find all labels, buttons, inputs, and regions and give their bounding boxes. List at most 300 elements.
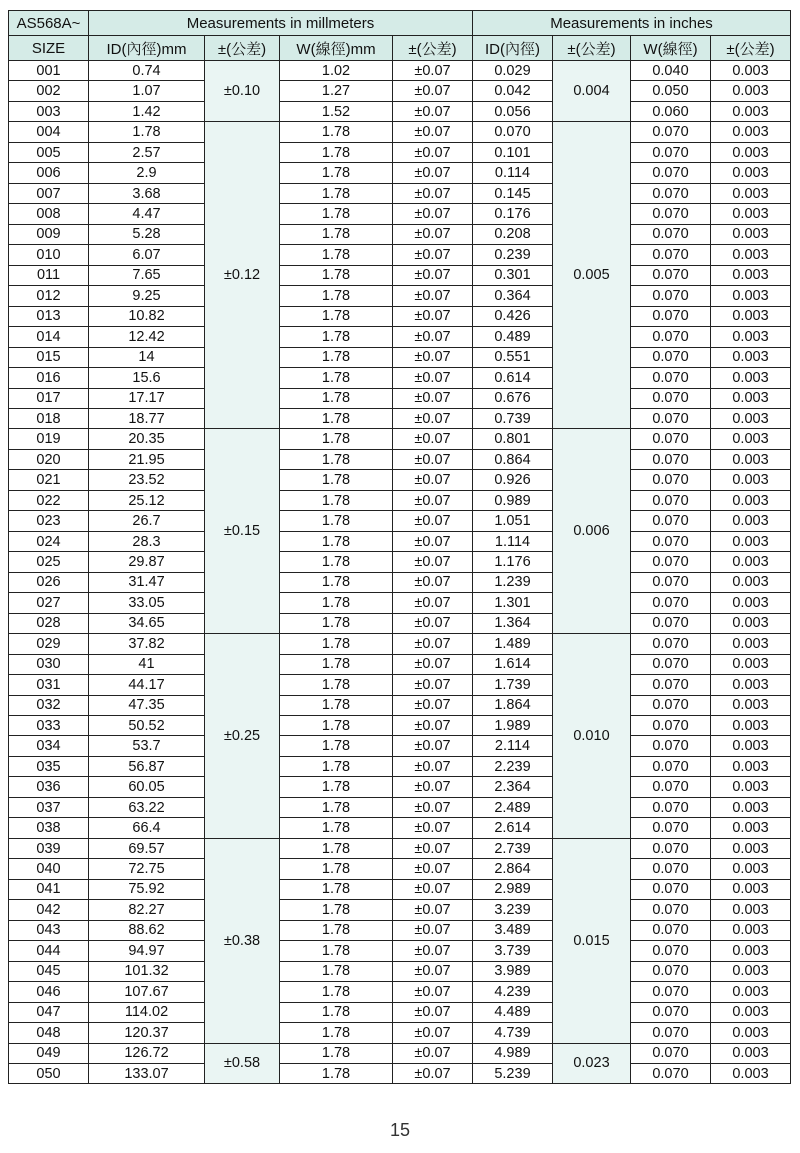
id-mm-cell: 23.52 [89, 470, 205, 490]
id-in-cell: 2.239 [473, 756, 553, 776]
id-tolerance-in-cell: 0.005 [553, 122, 631, 429]
w-tolerance-mm-cell: ±0.07 [393, 900, 473, 920]
table-row [9, 1002, 791, 1022]
w-mm-cell: 1.78 [280, 388, 393, 408]
id-in-cell: 0.070 [473, 122, 553, 142]
w-in-cell: 0.070 [631, 613, 711, 633]
size-cell: 043 [9, 920, 89, 940]
w-in-cell: 0.070 [631, 756, 711, 776]
table-row [9, 286, 791, 306]
table-row [9, 81, 791, 101]
id-mm-cell: 25.12 [89, 490, 205, 510]
w-tolerance-mm-cell: ±0.07 [393, 408, 473, 428]
w-mm-cell: 1.78 [280, 183, 393, 203]
w-in-cell: 0.070 [631, 122, 711, 142]
id-mm-cell: 0.74 [89, 61, 205, 81]
w-tolerance-mm-cell: ±0.07 [393, 920, 473, 940]
w-tolerance-in-cell: 0.003 [711, 613, 791, 633]
w-mm-cell: 1.78 [280, 368, 393, 388]
table-row [9, 859, 791, 879]
size-cell: 035 [9, 756, 89, 776]
col-header-id-tol-mm: ±(公差) [205, 36, 280, 61]
size-cell: 020 [9, 449, 89, 469]
table-row [9, 470, 791, 490]
size-cell: 049 [9, 1043, 89, 1063]
size-cell: 033 [9, 716, 89, 736]
w-mm-cell: 1.78 [280, 900, 393, 920]
w-mm-cell: 1.52 [280, 101, 393, 121]
w-tolerance-mm-cell: ±0.07 [393, 511, 473, 531]
size-cell: 042 [9, 900, 89, 920]
w-in-cell: 0.070 [631, 429, 711, 449]
id-mm-cell: 4.47 [89, 204, 205, 224]
id-in-cell: 1.364 [473, 613, 553, 633]
w-tolerance-in-cell: 0.003 [711, 327, 791, 347]
w-tolerance-mm-cell: ±0.07 [393, 122, 473, 142]
table-row [9, 552, 791, 572]
table-row [9, 142, 791, 162]
size-cell: 006 [9, 163, 89, 183]
id-mm-cell: 29.87 [89, 552, 205, 572]
w-tolerance-in-cell: 0.003 [711, 818, 791, 838]
w-mm-cell: 1.78 [280, 654, 393, 674]
id-mm-cell: 6.07 [89, 245, 205, 265]
w-mm-cell: 1.78 [280, 920, 393, 940]
id-in-cell: 3.989 [473, 961, 553, 981]
table-row [9, 490, 791, 510]
w-in-cell: 0.070 [631, 449, 711, 469]
w-mm-cell: 1.78 [280, 122, 393, 142]
w-mm-cell: 1.78 [280, 306, 393, 326]
w-in-cell: 0.070 [631, 1063, 711, 1083]
table-row [9, 879, 791, 899]
size-cell: 045 [9, 961, 89, 981]
id-in-cell: 3.489 [473, 920, 553, 940]
size-cell: 037 [9, 797, 89, 817]
w-tolerance-mm-cell: ±0.07 [393, 777, 473, 797]
w-mm-cell: 1.78 [280, 265, 393, 285]
table-row [9, 347, 791, 367]
w-in-cell: 0.070 [631, 511, 711, 531]
w-mm-cell: 1.78 [280, 941, 393, 961]
w-mm-cell: 1.78 [280, 961, 393, 981]
id-in-cell: 0.864 [473, 449, 553, 469]
size-cell: 047 [9, 1002, 89, 1022]
table-row [9, 306, 791, 326]
oring-size-table [8, 10, 791, 1084]
w-mm-cell: 1.78 [280, 593, 393, 613]
w-tolerance-mm-cell: ±0.07 [393, 736, 473, 756]
id-in-cell: 1.989 [473, 716, 553, 736]
w-in-cell: 0.070 [631, 838, 711, 858]
page-number: 15 [389, 1120, 411, 1140]
w-tolerance-mm-cell: ±0.07 [393, 265, 473, 285]
id-mm-cell: 69.57 [89, 838, 205, 858]
w-in-cell: 0.070 [631, 552, 711, 572]
id-mm-cell: 133.07 [89, 1063, 205, 1083]
w-in-cell: 0.070 [631, 490, 711, 510]
table-row [9, 511, 791, 531]
w-in-cell: 0.070 [631, 224, 711, 244]
w-tolerance-in-cell: 0.003 [711, 879, 791, 899]
w-mm-cell: 1.78 [280, 1063, 393, 1083]
table-row [9, 634, 791, 654]
table-row [9, 61, 791, 81]
table-row [9, 1043, 791, 1063]
id-in-cell: 0.364 [473, 286, 553, 306]
w-mm-cell: 1.78 [280, 695, 393, 715]
size-cell: 010 [9, 245, 89, 265]
w-mm-cell: 1.02 [280, 61, 393, 81]
w-tolerance-in-cell: 0.003 [711, 675, 791, 695]
w-tolerance-mm-cell: ±0.07 [393, 654, 473, 674]
id-in-cell: 0.239 [473, 245, 553, 265]
w-in-cell: 0.050 [631, 81, 711, 101]
w-mm-cell: 1.78 [280, 224, 393, 244]
header-column-row [9, 36, 791, 61]
id-mm-cell: 41 [89, 654, 205, 674]
id-in-cell: 2.364 [473, 777, 553, 797]
w-tolerance-in-cell: 0.003 [711, 204, 791, 224]
size-cell: 044 [9, 941, 89, 961]
size-cell: 036 [9, 777, 89, 797]
table-row [9, 449, 791, 469]
table-row [9, 675, 791, 695]
size-cell: 025 [9, 552, 89, 572]
table-row [9, 982, 791, 1002]
size-cell: 014 [9, 327, 89, 347]
id-mm-cell: 126.72 [89, 1043, 205, 1063]
id-mm-cell: 10.82 [89, 306, 205, 326]
id-mm-cell: 63.22 [89, 797, 205, 817]
w-tolerance-in-cell: 0.003 [711, 429, 791, 449]
w-tolerance-in-cell: 0.003 [711, 408, 791, 428]
w-tolerance-in-cell: 0.003 [711, 716, 791, 736]
id-mm-cell: 56.87 [89, 756, 205, 776]
table-row [9, 327, 791, 347]
size-cell: 005 [9, 142, 89, 162]
id-in-cell: 2.614 [473, 818, 553, 838]
id-in-cell: 1.489 [473, 634, 553, 654]
w-in-cell: 0.070 [631, 593, 711, 613]
w-mm-cell: 1.78 [280, 613, 393, 633]
w-mm-cell: 1.78 [280, 429, 393, 449]
id-in-cell: 0.801 [473, 429, 553, 449]
w-tolerance-mm-cell: ±0.07 [393, 61, 473, 81]
w-tolerance-in-cell: 0.003 [711, 490, 791, 510]
id-mm-cell: 37.82 [89, 634, 205, 654]
w-mm-cell: 1.78 [280, 142, 393, 162]
id-in-cell: 3.239 [473, 900, 553, 920]
table-row [9, 797, 791, 817]
w-tolerance-in-cell: 0.003 [711, 531, 791, 551]
w-tolerance-mm-cell: ±0.07 [393, 593, 473, 613]
w-in-cell: 0.070 [631, 183, 711, 203]
table-row [9, 408, 791, 428]
w-tolerance-mm-cell: ±0.07 [393, 572, 473, 592]
id-in-cell: 0.042 [473, 81, 553, 101]
id-tolerance-mm-cell: ±0.25 [205, 634, 280, 839]
w-in-cell: 0.070 [631, 286, 711, 306]
id-mm-cell: 34.65 [89, 613, 205, 633]
w-in-cell: 0.070 [631, 531, 711, 551]
w-tolerance-in-cell: 0.003 [711, 1023, 791, 1043]
w-tolerance-in-cell: 0.003 [711, 347, 791, 367]
size-cell: 031 [9, 675, 89, 695]
table-row [9, 654, 791, 674]
w-mm-cell: 1.78 [280, 634, 393, 654]
w-tolerance-mm-cell: ±0.07 [393, 81, 473, 101]
col-header-w-tol-mm: ±(公差) [393, 36, 473, 61]
size-cell: 041 [9, 879, 89, 899]
w-in-cell: 0.070 [631, 818, 711, 838]
table-row [9, 736, 791, 756]
w-in-cell: 0.070 [631, 634, 711, 654]
size-cell: 001 [9, 61, 89, 81]
size-cell: 008 [9, 204, 89, 224]
w-tolerance-in-cell: 0.003 [711, 224, 791, 244]
w-tolerance-in-cell: 0.003 [711, 1002, 791, 1022]
id-in-cell: 2.114 [473, 736, 553, 756]
w-mm-cell: 1.78 [280, 470, 393, 490]
size-cell: 032 [9, 695, 89, 715]
w-in-cell: 0.070 [631, 163, 711, 183]
w-tolerance-in-cell: 0.003 [711, 245, 791, 265]
w-tolerance-in-cell: 0.003 [711, 81, 791, 101]
w-in-cell: 0.070 [631, 388, 711, 408]
col-header-id-tol-in: ±(公差) [553, 36, 631, 61]
w-tolerance-mm-cell: ±0.07 [393, 552, 473, 572]
w-tolerance-in-cell: 0.003 [711, 142, 791, 162]
w-tolerance-in-cell: 0.003 [711, 736, 791, 756]
w-in-cell: 0.070 [631, 408, 711, 428]
w-in-cell: 0.070 [631, 716, 711, 736]
w-tolerance-in-cell: 0.003 [711, 1043, 791, 1063]
w-mm-cell: 1.78 [280, 1002, 393, 1022]
table-row [9, 756, 791, 776]
id-in-cell: 0.208 [473, 224, 553, 244]
id-mm-cell: 7.65 [89, 265, 205, 285]
id-mm-cell: 50.52 [89, 716, 205, 736]
id-in-cell: 2.739 [473, 838, 553, 858]
w-tolerance-in-cell: 0.003 [711, 593, 791, 613]
table-row [9, 224, 791, 244]
table-row [9, 961, 791, 981]
w-tolerance-in-cell: 0.003 [711, 756, 791, 776]
table-row [9, 818, 791, 838]
table-row [9, 572, 791, 592]
w-tolerance-in-cell: 0.003 [711, 470, 791, 490]
w-tolerance-mm-cell: ±0.07 [393, 224, 473, 244]
w-mm-cell: 1.78 [280, 347, 393, 367]
w-in-cell: 0.070 [631, 306, 711, 326]
id-mm-cell: 82.27 [89, 900, 205, 920]
w-tolerance-mm-cell: ±0.07 [393, 101, 473, 121]
w-mm-cell: 1.78 [280, 286, 393, 306]
table-row [9, 695, 791, 715]
id-in-cell: 0.056 [473, 101, 553, 121]
table-row [9, 183, 791, 203]
millimeters-group-header: Measurements in millmeters [89, 11, 473, 36]
id-mm-cell: 60.05 [89, 777, 205, 797]
id-in-cell: 1.739 [473, 675, 553, 695]
size-cell: 040 [9, 859, 89, 879]
size-cell: 007 [9, 183, 89, 203]
id-in-cell: 2.989 [473, 879, 553, 899]
w-mm-cell: 1.78 [280, 1023, 393, 1043]
w-mm-cell: 1.78 [280, 879, 393, 899]
col-header-w-tol-in: ±(公差) [711, 36, 791, 61]
id-mm-cell: 94.97 [89, 941, 205, 961]
size-cell: 004 [9, 122, 89, 142]
w-mm-cell: 1.78 [280, 490, 393, 510]
id-mm-cell: 17.17 [89, 388, 205, 408]
table-row [9, 716, 791, 736]
w-tolerance-in-cell: 0.003 [711, 920, 791, 940]
table-row [9, 531, 791, 551]
w-mm-cell: 1.78 [280, 531, 393, 551]
w-in-cell: 0.070 [631, 368, 711, 388]
w-in-cell: 0.070 [631, 142, 711, 162]
w-tolerance-mm-cell: ±0.07 [393, 306, 473, 326]
w-tolerance-in-cell: 0.003 [711, 368, 791, 388]
id-in-cell: 2.489 [473, 797, 553, 817]
w-tolerance-in-cell: 0.003 [711, 286, 791, 306]
id-mm-cell: 114.02 [89, 1002, 205, 1022]
id-tolerance-in-cell: 0.004 [553, 61, 631, 122]
id-mm-cell: 47.35 [89, 695, 205, 715]
table-row [9, 900, 791, 920]
size-cell: 028 [9, 613, 89, 633]
w-in-cell: 0.070 [631, 265, 711, 285]
size-cell: 021 [9, 470, 89, 490]
table-body [9, 61, 791, 1084]
w-tolerance-in-cell: 0.003 [711, 61, 791, 81]
size-cell: 016 [9, 368, 89, 388]
w-tolerance-in-cell: 0.003 [711, 654, 791, 674]
id-mm-cell: 21.95 [89, 449, 205, 469]
id-in-cell: 0.101 [473, 142, 553, 162]
table-row [9, 368, 791, 388]
w-in-cell: 0.070 [631, 982, 711, 1002]
w-tolerance-mm-cell: ±0.07 [393, 142, 473, 162]
w-in-cell: 0.070 [631, 736, 711, 756]
id-mm-cell: 18.77 [89, 408, 205, 428]
w-tolerance-in-cell: 0.003 [711, 859, 791, 879]
w-tolerance-in-cell: 0.003 [711, 306, 791, 326]
w-in-cell: 0.070 [631, 1023, 711, 1043]
size-cell: 027 [9, 593, 89, 613]
id-tolerance-mm-cell: ±0.58 [205, 1043, 280, 1084]
id-in-cell: 0.176 [473, 204, 553, 224]
w-tolerance-in-cell: 0.003 [711, 183, 791, 203]
id-in-cell: 0.551 [473, 347, 553, 367]
id-mm-cell: 1.07 [89, 81, 205, 101]
id-in-cell: 3.739 [473, 941, 553, 961]
size-cell: 009 [9, 224, 89, 244]
id-mm-cell: 3.68 [89, 183, 205, 203]
w-tolerance-mm-cell: ±0.07 [393, 879, 473, 899]
table-header [9, 11, 791, 61]
id-tolerance-mm-cell: ±0.15 [205, 429, 280, 634]
w-mm-cell: 1.78 [280, 838, 393, 858]
id-mm-cell: 44.17 [89, 675, 205, 695]
size-table-sheet [8, 10, 790, 1084]
table-row [9, 101, 791, 121]
w-mm-cell: 1.78 [280, 552, 393, 572]
size-cell: 022 [9, 490, 89, 510]
id-mm-cell: 2.57 [89, 142, 205, 162]
w-tolerance-mm-cell: ±0.07 [393, 531, 473, 551]
w-in-cell: 0.070 [631, 859, 711, 879]
id-tolerance-mm-cell: ±0.38 [205, 838, 280, 1043]
w-in-cell: 0.070 [631, 900, 711, 920]
w-tolerance-mm-cell: ±0.07 [393, 818, 473, 838]
id-mm-cell: 28.3 [89, 531, 205, 551]
w-tolerance-in-cell: 0.003 [711, 695, 791, 715]
id-in-cell: 1.239 [473, 572, 553, 592]
id-in-cell: 1.301 [473, 593, 553, 613]
w-mm-cell: 1.78 [280, 408, 393, 428]
inches-group-header: Measurements in inches [473, 11, 791, 36]
w-mm-cell: 1.78 [280, 716, 393, 736]
table-row [9, 777, 791, 797]
id-in-cell: 1.864 [473, 695, 553, 715]
w-mm-cell: 1.78 [280, 736, 393, 756]
w-tolerance-mm-cell: ±0.07 [393, 695, 473, 715]
w-tolerance-mm-cell: ±0.07 [393, 675, 473, 695]
col-header-w-in: W(線徑) [631, 36, 711, 61]
id-mm-cell: 88.62 [89, 920, 205, 940]
w-mm-cell: 1.78 [280, 449, 393, 469]
size-cell: 050 [9, 1063, 89, 1083]
w-tolerance-mm-cell: ±0.07 [393, 163, 473, 183]
size-cell: 026 [9, 572, 89, 592]
w-mm-cell: 1.78 [280, 204, 393, 224]
col-header-size: SIZE [9, 36, 89, 61]
table-row [9, 163, 791, 183]
w-tolerance-in-cell: 0.003 [711, 552, 791, 572]
w-tolerance-mm-cell: ±0.07 [393, 982, 473, 1002]
id-mm-cell: 107.67 [89, 982, 205, 1002]
id-mm-cell: 72.75 [89, 859, 205, 879]
w-in-cell: 0.070 [631, 1002, 711, 1022]
id-mm-cell: 66.4 [89, 818, 205, 838]
w-tolerance-in-cell: 0.003 [711, 572, 791, 592]
w-mm-cell: 1.78 [280, 756, 393, 776]
w-in-cell: 0.070 [631, 1043, 711, 1063]
id-mm-cell: 5.28 [89, 224, 205, 244]
table-row [9, 429, 791, 449]
w-tolerance-mm-cell: ±0.07 [393, 797, 473, 817]
w-in-cell: 0.070 [631, 675, 711, 695]
id-in-cell: 5.239 [473, 1063, 553, 1083]
table-row [9, 204, 791, 224]
table-row [9, 920, 791, 940]
w-mm-cell: 1.78 [280, 675, 393, 695]
id-in-cell: 2.864 [473, 859, 553, 879]
id-mm-cell: 75.92 [89, 879, 205, 899]
id-mm-cell: 9.25 [89, 286, 205, 306]
table-row [9, 1063, 791, 1083]
w-tolerance-mm-cell: ±0.07 [393, 470, 473, 490]
id-in-cell: 1.114 [473, 531, 553, 551]
w-mm-cell: 1.78 [280, 245, 393, 265]
w-in-cell: 0.070 [631, 777, 711, 797]
id-in-cell: 0.145 [473, 183, 553, 203]
w-in-cell: 0.070 [631, 327, 711, 347]
id-mm-cell: 2.9 [89, 163, 205, 183]
